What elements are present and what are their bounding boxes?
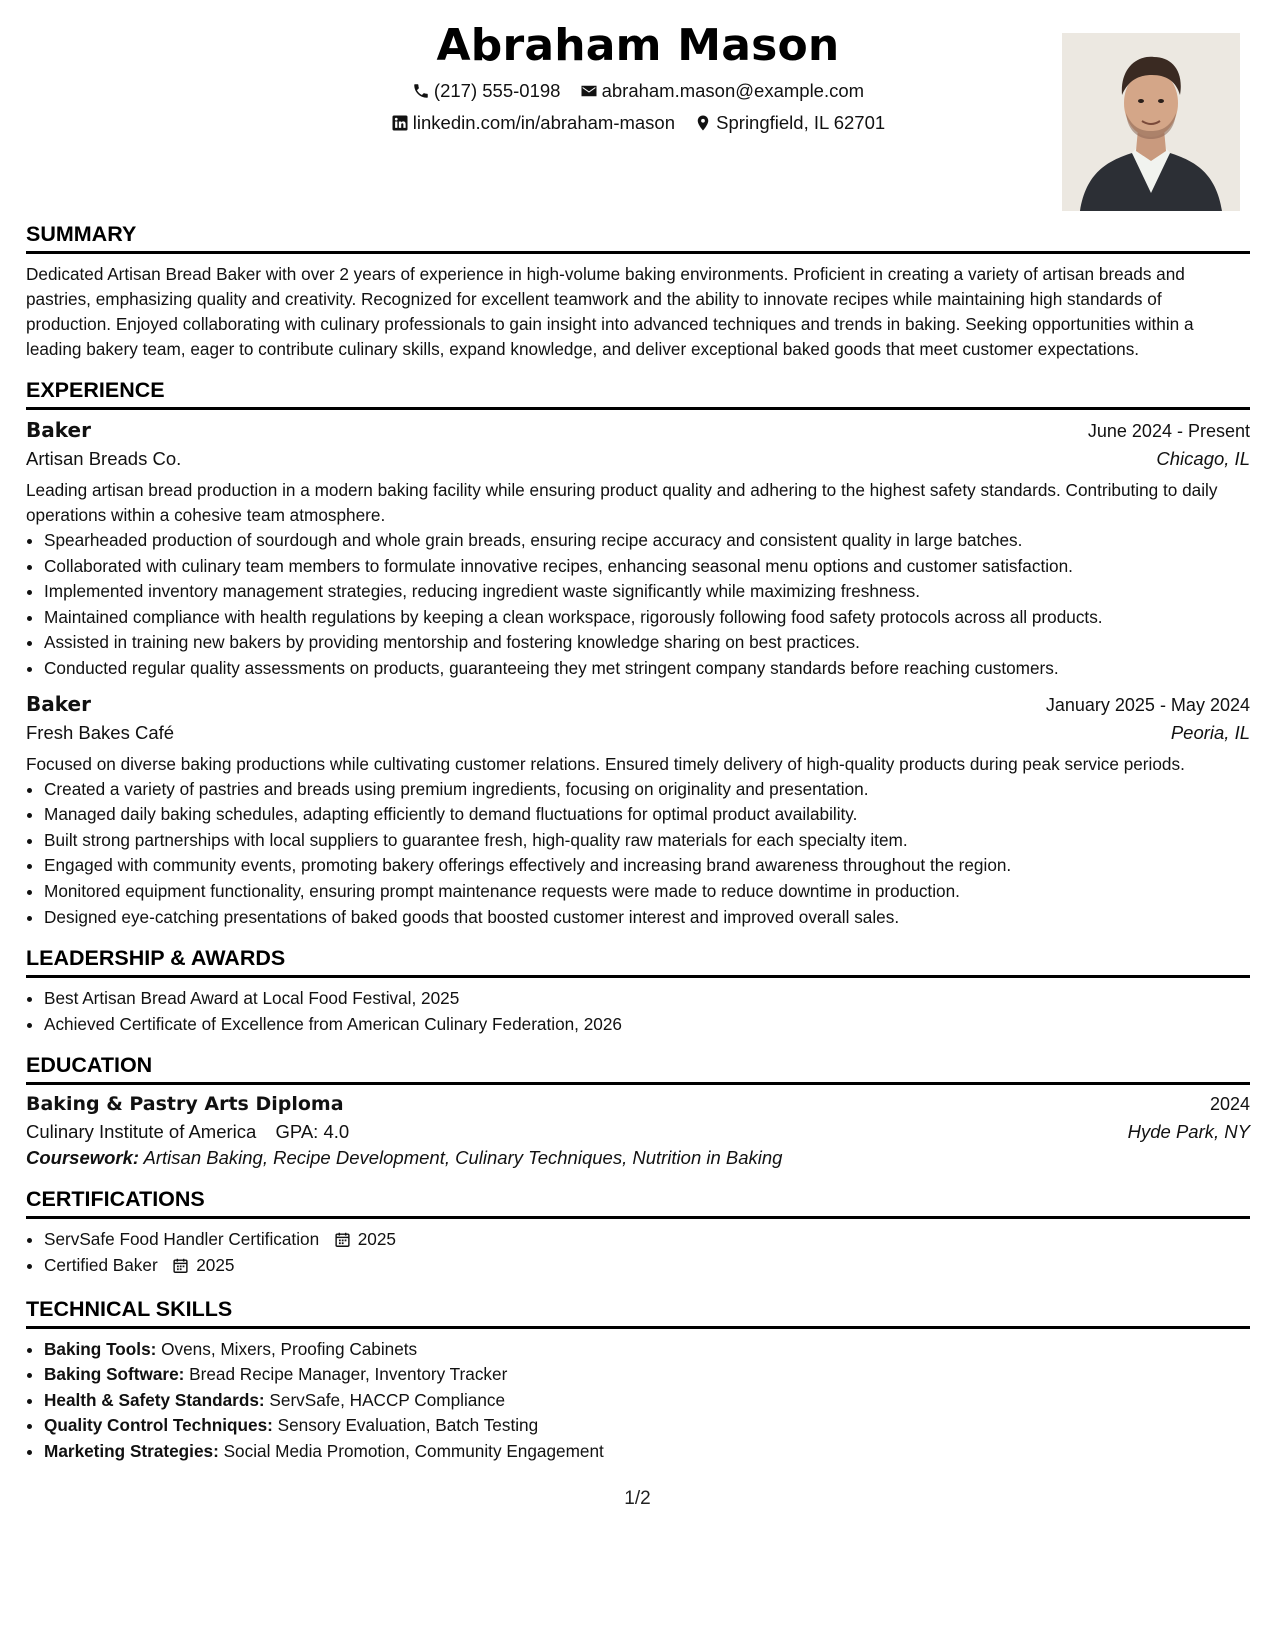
location-contact [694, 112, 885, 134]
coursework-list: Artisan Baking, Recipe Development, Culinary Techniques, Nutrition in Baking [143, 1147, 783, 1169]
phone-icon [412, 82, 430, 100]
list-item: • Implemented inventory management strategies, reducing ingredient waste significantly while maximizing freshness. [44, 579, 1250, 605]
job-title: Baker [26, 418, 91, 442]
resume-page [26, 0, 1250, 1650]
list-item: • Managed daily baking schedules, adapting efficiently to demand fluctuations for optimal product availability. [44, 802, 1250, 828]
job-date: January 2025 - May 2024 [1045, 694, 1250, 715]
certifications-list [26, 1227, 1250, 1278]
coursework-label: Coursework: [26, 1147, 140, 1169]
job-description: Leading artisan bread production in a modern baking facility while ensuring product quality and adhering to the highest safety standards. Contributing to daily operations within a cohesive team atmosphere. [26, 480, 1218, 525]
list-item [44, 1388, 1250, 1414]
list-item: • Created a variety of pastries and breads using premium ingredients, focusing on originality and presentation. [44, 777, 1250, 803]
awards-heading: LEADERSHIP & AWARDS [26, 946, 1250, 978]
skill-value: Ovens, Mixers, Proofing Cabinets [161, 1338, 418, 1359]
education-section [26, 1053, 1250, 1169]
job-description: Focused on diverse baking productions while cultivating customer relations. Ensured timely delivery of high-quality products during peak service periods. [26, 753, 1185, 774]
school-name: Culinary Institute of America [26, 1121, 257, 1143]
calendar-icon [334, 1231, 351, 1248]
list-item: • Collaborated with culinary team members to formulate innovative recipes, enhancing seasonal menu options and customer satisfaction. [44, 554, 1250, 580]
job-entry [26, 692, 1250, 931]
skills-heading: TECHNICAL SKILLS [26, 1297, 1250, 1329]
calendar-icon [172, 1257, 189, 1274]
skill-label: Marketing Strategies: [44, 1440, 219, 1461]
linkedin-icon [391, 114, 409, 132]
skill-label: Quality Control Techniques: [44, 1415, 273, 1436]
resume-header [26, 0, 1250, 222]
gpa: GPA: 4.0 [275, 1121, 350, 1143]
skills-section [26, 1297, 1250, 1465]
skill-label: Baking Tools: [44, 1338, 157, 1359]
candidate-name: Abraham Mason [436, 20, 840, 71]
list-item [44, 1337, 1250, 1363]
awards-section [26, 946, 1250, 1037]
job-location: Chicago, IL [1156, 448, 1250, 469]
skill-label: Health & Safety Standards: [44, 1389, 265, 1410]
list-item [44, 1413, 1250, 1439]
skill-value: ServSafe, HACCP Compliance [269, 1389, 506, 1410]
location-text: Springfield, IL 62701 [716, 112, 886, 133]
phone-text: (217) 555-0198 [433, 80, 561, 101]
company-name: Artisan Breads Co. [26, 448, 182, 469]
job-title: Baker [26, 691, 91, 716]
skill-value: Bread Recipe Manager, Inventory Tracker [189, 1364, 508, 1385]
page-number: 1/2 [624, 1488, 651, 1509]
certification-year: 2025 [196, 1254, 235, 1275]
list-item: • Engaged with community events, promoting bakery offerings effectively and increasing brand awareness throughout the region. [44, 853, 1250, 879]
list-item [44, 1227, 1250, 1253]
list-item: • Designed eye-catching presentations of baked goods that boosted customer interest and improved overall sales. [44, 905, 1250, 931]
linkedin-text[interactable]: linkedin.com/in/abraham-mason [412, 112, 676, 133]
experience-heading: EXPERIENCE [26, 378, 1250, 410]
list-item [44, 1253, 1250, 1279]
skill-value: Social Media Promotion, Community Engagement [223, 1440, 604, 1461]
awards-list [26, 986, 1250, 1037]
linkedin-contact[interactable] [391, 112, 675, 134]
skill-value: Sensory Evaluation, Batch Testing [277, 1415, 539, 1436]
skills-list [26, 1337, 1250, 1465]
coursework [26, 1147, 1250, 1169]
summary-section [26, 222, 1250, 362]
education-year: 2024 [1209, 1094, 1250, 1115]
summary-text: Dedicated Artisan Bread Baker with over 2 years of experience in high-volume baking environments. Proficient in creating a variety of artisan breads and pastries, emphasizing quality and creativity. Recognized for excellent teamwork and the ability to innovate recipes while maintaining high standards of production. Enjoyed collaborating with culinary professionals to gain insight into advanced techniques and trends in baking. Seeking opportunities within a leading bakery team, eager to contribute culinary skills, expand knowledge, and deliver exceptional baked goods that meet customer expectations. [26, 264, 1194, 359]
list-item: • Maintained compliance with health regulations by keeping a clean workspace, rigorously following food safety protocols across all products. [44, 605, 1250, 631]
skill-label: Baking Software: [44, 1364, 185, 1385]
experience-section [26, 378, 1250, 930]
map-pin-icon [694, 114, 712, 132]
list-item: • Monitored equipment functionality, ensuring prompt maintenance requests were made to reduce downtime in production. [44, 879, 1250, 905]
list-item: • Assisted in training new bakers by providing mentorship and fostering knowledge sharing on best practices. [44, 630, 1250, 656]
email-contact[interactable] [580, 80, 864, 102]
list-item [44, 1439, 1250, 1465]
degree-title: Baking & Pastry Arts Diploma [26, 1093, 344, 1116]
list-item: • Spearheaded production of sourdough and whole grain breads, ensuring recipe accuracy and consistent quality in large batches. [44, 528, 1250, 554]
list-item [44, 1362, 1250, 1388]
phone-contact [412, 80, 561, 102]
certification-year: 2025 [357, 1229, 396, 1250]
list-item: • Achieved Certificate of Excellence from American Culinary Federation, 2026 [44, 1012, 1250, 1038]
job-bullets [26, 528, 1250, 682]
summary-heading: SUMMARY [26, 222, 1250, 254]
company-name: Fresh Bakes Café [26, 721, 175, 743]
job-bullets [26, 777, 1250, 931]
education-location: Hyde Park, NY [1127, 1121, 1250, 1143]
certification-name: Certified Baker [44, 1254, 158, 1275]
job-date: June 2024 - Present [1087, 421, 1250, 441]
certifications-section [26, 1187, 1250, 1278]
list-item: • Best Artisan Bread Award at Local Food Festival, 2025 [44, 986, 1250, 1012]
list-item: • Conducted regular quality assessments on products, guaranteeing they met stringent company standards before reaching customers. [44, 656, 1250, 682]
list-item: • Built strong partnerships with local suppliers to guarantee fresh, high-quality raw materials for each specialty item. [44, 828, 1250, 854]
job-location: Peoria, IL [1170, 721, 1250, 743]
envelope-icon [580, 82, 598, 100]
education-heading: EDUCATION [26, 1053, 1250, 1085]
email-text[interactable]: abraham.mason@example.com [601, 80, 865, 101]
job-entry [26, 418, 1250, 682]
certification-name: ServSafe Food Handler Certification [44, 1229, 320, 1250]
certifications-heading: CERTIFICATIONS [26, 1187, 1250, 1219]
profile-photo [1062, 33, 1240, 211]
